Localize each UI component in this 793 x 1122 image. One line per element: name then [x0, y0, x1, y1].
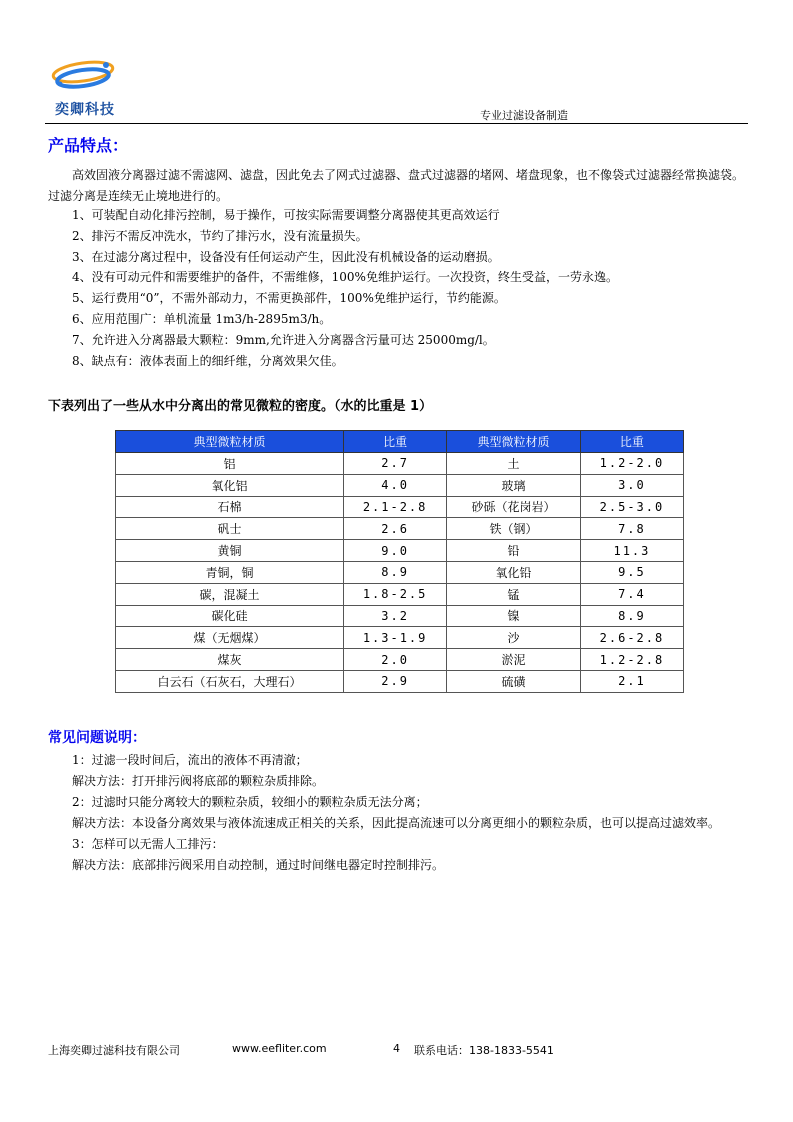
gravity-cell: 3.0 — [580, 474, 683, 496]
table-row — [116, 453, 684, 475]
gravity-cell: 9.5 — [580, 561, 683, 583]
gravity-cell: 2.0 — [344, 649, 447, 671]
material-cell: 淤泥 — [447, 649, 581, 671]
header-tagline: 专业过滤设备制造 — [480, 109, 568, 122]
gravity-cell: 11.3 — [580, 540, 683, 562]
material-cell: 铁（钢） — [447, 518, 581, 540]
table-row — [116, 540, 684, 562]
page-number: 4 — [393, 1042, 400, 1055]
features-intro: 高效固液分离器过滤不需滤网、滤盘，因此免去了网式过滤器、盘式过滤器的堵网、堵盘现象，也不像袋式过滤器经常换滤袋。过滤分离是连续无止境地进行的。 — [48, 168, 745, 203]
material-cell: 砂砾（花岗岩） — [447, 496, 581, 518]
material-cell: 沙 — [447, 627, 581, 649]
features-list — [72, 205, 762, 371]
gravity-cell: 2.9 — [344, 670, 447, 692]
material-cell: 氧化铅 — [447, 561, 581, 583]
faq-question: 3：怎样可以无需人工排污： — [72, 837, 224, 851]
faq-answer: 解决方法：底部排污阀采用自动控制，通过时间继电器定时控制排污。 — [72, 858, 445, 872]
material-cell: 镍 — [447, 605, 581, 627]
gravity-cell: 1.2-2.8 — [580, 649, 683, 671]
table-row — [116, 561, 684, 583]
faq-answer: 解决方法：打开排污阀将底部的颗粒杂质排除。 — [72, 774, 325, 788]
table-row — [116, 649, 684, 671]
faq-title: 常见问题说明： — [48, 730, 146, 746]
gravity-cell: 2.1 — [580, 670, 683, 692]
feature-item: 8、缺点有：液体表面上的细纤维，分离效果欠佳。 — [72, 353, 344, 368]
gravity-cell: 1.2-2.0 — [580, 453, 683, 475]
faq-answer: 解决方法：本设备分离效果与液体流速成正相关的关系，因此提高流速可以分离更细小的颗粒杂质，也可以提高过滤效率。 — [72, 816, 721, 830]
feature-item: 1、可装配自动化排污控制，易于操作，可按实际需要调整分离器使其更高效运行 — [72, 208, 500, 222]
logo-text: 奕卿科技 — [55, 102, 115, 118]
gravity-cell: 2.6 — [344, 518, 447, 540]
gravity-cell: 7.4 — [580, 583, 683, 605]
material-cell: 青铜，铜 — [116, 561, 344, 583]
material-cell: 煤灰 — [116, 649, 344, 671]
gravity-cell: 7.8 — [580, 518, 683, 540]
faq-section — [48, 750, 750, 876]
material-cell: 黄铜 — [116, 540, 344, 562]
gravity-cell: 1.3-1.9 — [344, 627, 447, 649]
faq-question: 1：过滤一段时间后，流出的液体不再清澈； — [72, 753, 308, 767]
material-cell: 玻璃 — [447, 474, 581, 496]
faq-question: 2：过滤时只能分离较大的颗粒杂质，较细小的颗粒杂质无法分离； — [72, 795, 428, 809]
gravity-cell: 4.0 — [344, 474, 447, 496]
table-row — [116, 518, 684, 540]
gravity-cell: 2.1-2.8 — [344, 496, 447, 518]
features-title: 产品特点： — [48, 136, 129, 155]
feature-item: 2、排污不需反冲洗水，节约了排污水，没有流量损失。 — [72, 228, 368, 243]
density-table — [115, 430, 684, 693]
table-row — [116, 583, 684, 605]
gravity-cell: 1.8-2.5 — [344, 583, 447, 605]
material-cell: 白云石（石灰石，大理石） — [116, 670, 344, 692]
gravity-cell: 3.2 — [344, 605, 447, 627]
gravity-cell: 8.9 — [344, 561, 447, 583]
column-header: 典型微粒材质 — [447, 431, 581, 453]
feature-item: 3、在过滤分离过程中，设备没有任何运动产生，因此没有机械设备的运动磨损。 — [72, 249, 500, 264]
gravity-cell: 2.5-3.0 — [580, 496, 683, 518]
footer-phone: 联系电话：138-1833-5541 — [414, 1044, 554, 1057]
table-row — [116, 627, 684, 649]
table-caption: 下表列出了一些从水中分离出的常见微粒的密度。（水的比重是 1） — [48, 399, 433, 414]
gravity-cell: 2.7 — [344, 453, 447, 475]
feature-item: 7、允许进入分离器最大颗粒：9mm,允许进入分离器含污量可达 25000mg/l。 — [72, 332, 495, 347]
material-cell: 铅 — [447, 540, 581, 562]
material-cell: 土 — [447, 453, 581, 475]
footer-website[interactable]: www.eefliter.com — [232, 1042, 327, 1055]
material-cell: 碳，混凝土 — [116, 583, 344, 605]
material-cell: 氧化铝 — [116, 474, 344, 496]
feature-item: 6、应用范围广：单机流量 1m3/h-2895m3/h。 — [72, 311, 332, 326]
gravity-cell: 2.6-2.8 — [580, 627, 683, 649]
table-body — [116, 453, 684, 693]
table-row — [116, 496, 684, 518]
gravity-cell: 8.9 — [580, 605, 683, 627]
feature-item: 5、运行费用“0”，不需外部动力，不需更换部件，100%免维护运行，节约能源。 — [72, 291, 506, 306]
material-cell: 硫磺 — [447, 670, 581, 692]
material-cell: 锰 — [447, 583, 581, 605]
table-row — [116, 605, 684, 627]
feature-item: 4、没有可动元件和需要维护的备件，不需维修，100%免维护运行。一次投资，终生受益，一劳永逸。 — [72, 270, 618, 285]
gravity-cell: 9.0 — [344, 540, 447, 562]
column-header: 典型微粒材质 — [116, 431, 344, 453]
table-header-row — [116, 431, 684, 453]
material-cell: 铝 — [116, 453, 344, 475]
footer-company: 上海奕卿过滤科技有限公司 — [48, 1044, 180, 1057]
column-header: 比重 — [580, 431, 683, 453]
material-cell: 煤（无烟煤） — [116, 627, 344, 649]
material-cell: 矾士 — [116, 518, 344, 540]
header-divider — [45, 123, 748, 124]
table-row — [116, 670, 684, 692]
material-cell: 石棉 — [116, 496, 344, 518]
material-cell: 碳化硅 — [116, 605, 344, 627]
column-header: 比重 — [344, 431, 447, 453]
table-row — [116, 474, 684, 496]
